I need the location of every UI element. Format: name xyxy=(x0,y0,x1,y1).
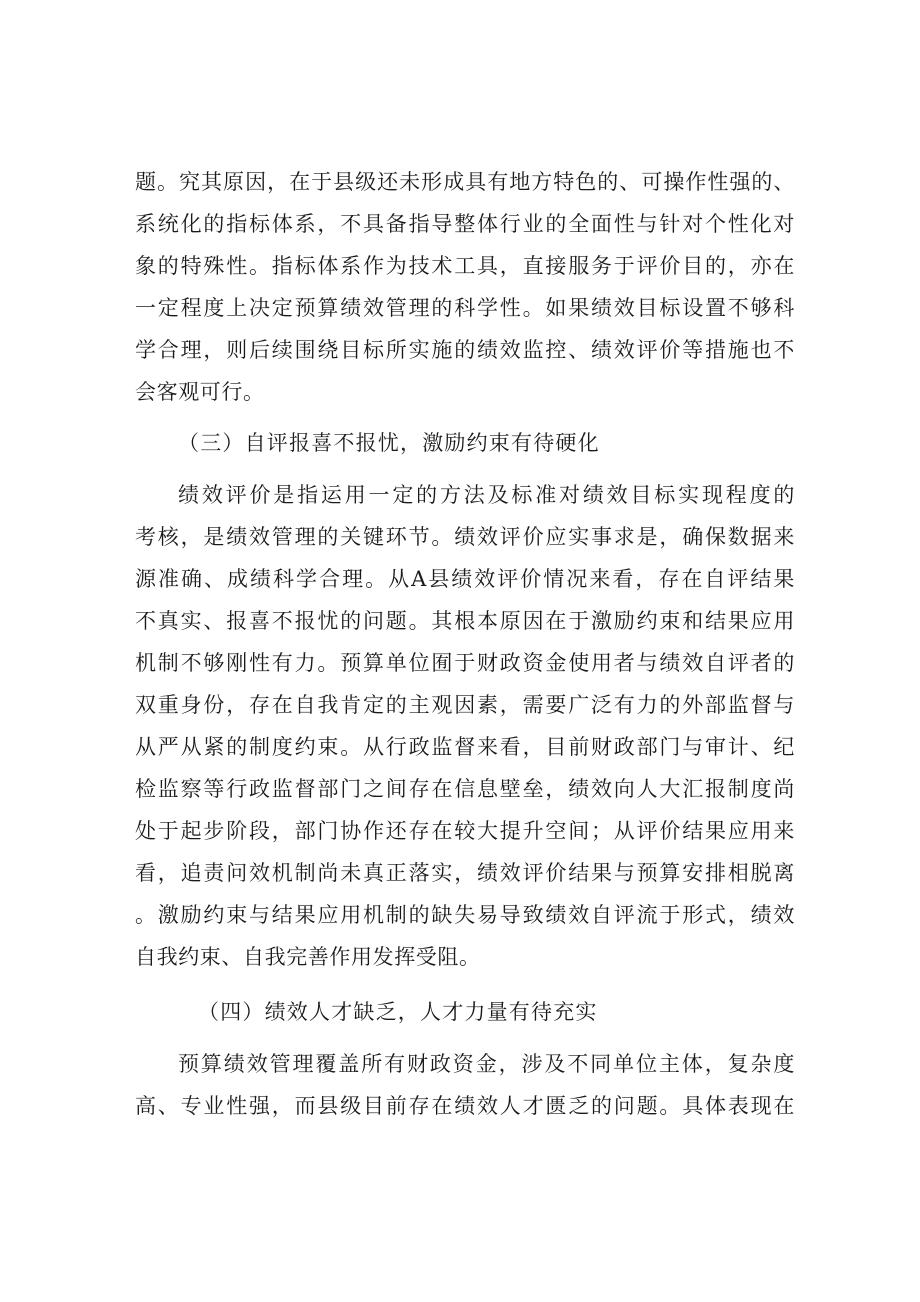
paragraph-1-line-3: 象的特殊性。指标体系作为技术工具，直接服务于评价目的，亦在 xyxy=(135,254,795,278)
paragraph-1-line-6: 会客观可行。 xyxy=(135,380,265,404)
paragraph-2-line-10: 看，追责问效机制尚未真正落实，绩效评价结果与预算安排相脱离 xyxy=(135,861,795,885)
paragraph-1-line-1: 题。究其原因，在于县级还未形成具有地方特色的、可操作性强的、 xyxy=(135,170,795,194)
paragraph-3-line-2: 高、专业性强，而县级目前存在绩效人才匮乏的问题。具体表现在 xyxy=(135,1094,795,1118)
paragraph-1-line-5: 学合理，则后续围绕目标所实施的绩效监控、绩效评价等措施也不 xyxy=(135,338,795,362)
paragraph-2-line-5: 机制不够刚性有力。预算单位囿于财政资金使用者与绩效自评者的 xyxy=(135,651,795,675)
paragraph-3-line-1: 预算绩效管理覆盖所有财政资金，涉及不同单位主体，复杂度 xyxy=(178,1052,795,1076)
paragraph-2-line-6: 双重身份，存在自我肯定的主观因素，需要广泛有力的外部监督与 xyxy=(135,693,795,717)
paragraph-1-line-4: 一定程度上决定预算绩效管理的科学性。如果绩效目标设置不够科 xyxy=(135,296,795,320)
paragraph-2-line-4: 不真实、报喜不报忧的问题。其根本原因在于激励约束和结果应用 xyxy=(135,609,795,633)
paragraph-2-line-1: 绩效评价是指运用一定的方法及标准对绩效目标实现程度的 xyxy=(178,483,795,507)
paragraph-2-line-3: 源准确、成绩科学合理。从A县绩效评价情况来看，存在自评结果 xyxy=(135,567,795,591)
section-heading-4: （四）绩效人才缺乏，人才力量有待充实 xyxy=(198,1000,598,1024)
paragraph-2-line-2: 考核，是绩效管理的关键环节。绩效评价应实事求是，确保数据来 xyxy=(135,525,795,549)
paragraph-2-line-12: 自我约束、自我完善作用发挥受阻。 xyxy=(135,945,481,969)
paragraph-2-line-7: 从严从紧的制度约束。从行政监督来看，目前财政部门与审计、纪 xyxy=(135,735,795,759)
paragraph-2-line-11: 。激励约束与结果应用机制的缺失易导致绩效自评流于形式，绩效 xyxy=(135,903,795,927)
paragraph-2-line-8: 检监察等行政监督部门之间存在信息壁垒，绩效向人大汇报制度尚 xyxy=(135,777,795,801)
paragraph-1-line-2: 系统化的指标体系，不具备指导整体行业的全面性与针对个性化对 xyxy=(135,212,795,236)
section-heading-3: （三）自评报喜不报忧，激励约束有待硬化 xyxy=(178,431,600,455)
paragraph-2-line-9: 处于起步阶段，部门协作还存在较大提升空间；从评价结果应用来 xyxy=(135,819,795,843)
